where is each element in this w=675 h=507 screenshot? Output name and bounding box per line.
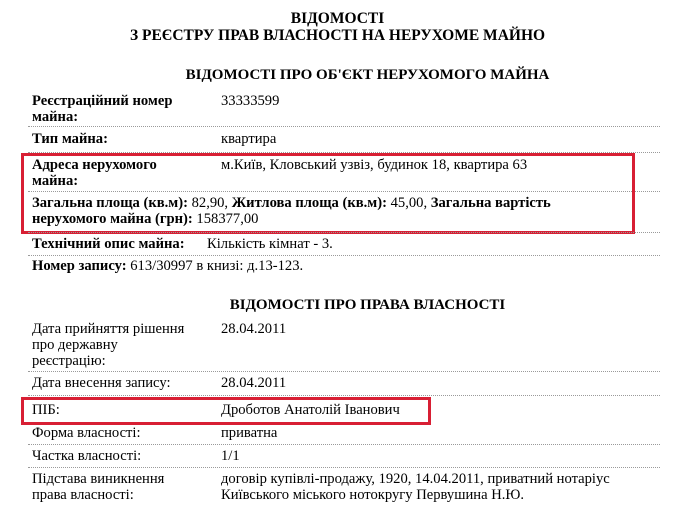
ownership-basis-label: Підстава виникнення (32, 471, 165, 487)
living-area-label: Житлова площа (кв.м): (231, 195, 387, 211)
decision-date-label-cont2: реєстрацію: (32, 353, 106, 369)
ownership-basis-value-cont: Київського міського нотокругу Первушина Н.Ю. (221, 487, 525, 503)
total-area-label: Загальна площа (кв.м): (32, 195, 188, 211)
ownership-form-label: Форма власності: (32, 425, 141, 441)
row-separator (28, 255, 660, 256)
reg-number-value: 33333599 (221, 93, 280, 109)
decision-date-value: 28.04.2011 (221, 321, 287, 337)
document-subtitle: З РЕЄСТРУ ПРАВ ВЛАСНОСТІ НА НЕРУХОМЕ МАЙНО (129, 27, 546, 44)
row-separator (28, 444, 660, 445)
total-cost-label-cont: нерухомого майна (грн): (32, 211, 193, 227)
total-cost-label: Загальна вартість (430, 195, 551, 211)
reg-number-label: Реєстраційний номер (32, 93, 173, 109)
rights-section-title: ВІДОМОСТІ ПРО ПРАВА ВЛАСНОСТІ (229, 297, 506, 313)
owner-name-value: Дроботов Анатолій Іванович (221, 402, 400, 418)
decision-date-label-cont: про державну (32, 337, 118, 353)
address-value: м.Київ, Кловський узвіз, будинок 18, квартира 63 (221, 157, 528, 173)
row-separator (28, 232, 660, 233)
record-line (32, 258, 303, 275)
total-area-value: 82,90, (191, 195, 229, 211)
entry-date-value: 28.04.2011 (221, 375, 287, 391)
record-number-label: Номер запису: (32, 258, 127, 274)
row-separator (28, 126, 660, 127)
ownership-basis-label-cont: права власності: (32, 487, 134, 503)
property-type-value: квартира (221, 131, 277, 147)
object-section-title: ВІДОМОСТІ ПРО ОБ'ЄКТ НЕРУХОМОГО МАЙНА (185, 67, 550, 83)
address-highlight-box (21, 153, 635, 234)
owner-name-label: ПІБ: (32, 402, 60, 418)
row-separator (28, 467, 660, 468)
total-cost-value: 158377,00 (196, 211, 259, 227)
tech-description-value: Кількість кімнат - 3. (207, 236, 333, 252)
ownership-share-label: Частка власності: (32, 448, 142, 464)
ownership-form-value: приватна (221, 425, 278, 441)
address-label-cont: майна: (32, 173, 79, 189)
decision-date-label: Дата прийняття рішення (32, 321, 185, 337)
ownership-basis-value: договір купівлі-продажу, 1920, 14.04.2011, приватний нотаріус (221, 471, 610, 487)
tech-description-label: Технічний опис майна: (32, 236, 185, 252)
reg-number-label-cont: майна: (32, 109, 79, 125)
property-type-label: Тип майна: (32, 131, 108, 147)
row-separator (28, 371, 660, 372)
ownership-share-value: 1/1 (221, 448, 240, 464)
living-area-value: 45,00, (390, 195, 428, 211)
entry-date-label: Дата внесення запису: (32, 375, 171, 391)
document-title: ВІДОМОСТІ (290, 10, 385, 27)
record-number-value: 613/30997 в книзі: д.13-123. (130, 258, 304, 274)
owner-highlight-box (21, 397, 431, 425)
address-label: Адреса нерухомого (32, 157, 157, 173)
row-separator (28, 395, 660, 396)
